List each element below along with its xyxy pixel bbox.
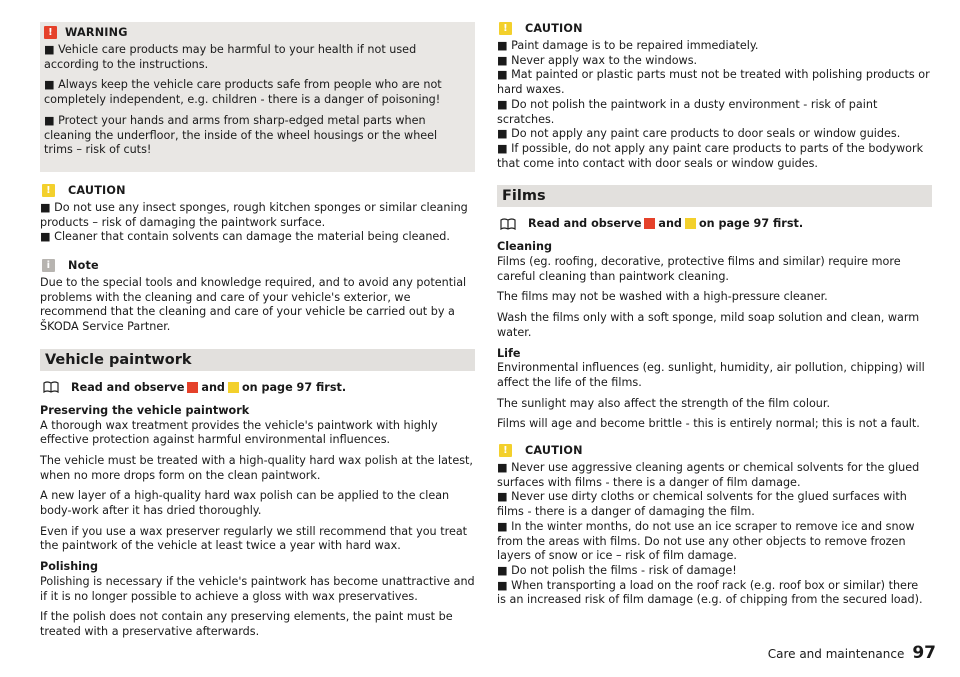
- right-column: [497, 22, 932, 622]
- warning-item: ■ Protect your hands and arms from sharp-edged metal parts when cleaning the underfloor, the inside of the wheel housings or the wheel trims – risk of cuts!: [44, 113, 438, 157]
- caution-ref-icon: [685, 218, 696, 229]
- warning-exclamation-icon: !: [44, 26, 57, 39]
- caution-item: ■ Do not use any insect sponges, rough kitchen sponges or similar cleaning products – risk of damaging the paintwork surface.: [40, 200, 468, 229]
- caution-heading: CAUTION: [68, 183, 126, 197]
- paragraph: A new layer of a high-quality hard wax polish can be applied to the clean body-work after it has dried thoroughly.: [40, 489, 450, 518]
- page-number: 97: [912, 643, 936, 663]
- caution-item: ■ Never use dirty cloths or chemical solvents for the glued surfaces with films - there is a danger of damaging the film.: [497, 490, 907, 519]
- caution-box-paint: [497, 22, 932, 171]
- read-observe-line: Read and observe and on page 97 first.: [43, 381, 475, 394]
- book-icon: [43, 381, 59, 393]
- subheading-preserving: Preserving the vehicle paintwork: [40, 403, 250, 417]
- caution-item: ■ Do not polish the films - risk of damage!: [497, 563, 737, 577]
- caution-item: ■ If possible, do not apply any paint care products to parts of the bodywork that come into contact with door seals or window guides.: [497, 141, 924, 170]
- page-footer: [768, 643, 936, 663]
- paragraph: Polishing is necessary if the vehicle's paintwork has become unattractive and if it is no longer possible to achieve a gloss with wax preservatives.: [40, 574, 475, 603]
- warning-box: [40, 22, 475, 172]
- paragraph: Films (eg. roofing, decorative, protective films and similar) require more careful cleaning than paintwork cleaning.: [497, 255, 901, 283]
- caution-item: ■ Mat painted or plastic parts must not be treated with polishing products or hard waxes.: [497, 68, 930, 97]
- warning-ref-icon: [644, 218, 655, 229]
- section-title-films: Films: [497, 185, 932, 207]
- caution-item: ■ When transporting a load on the roof rack (e.g. roof box or similar) there is an increased risk of film damage (e.g. of chipping from the secured load).: [497, 578, 923, 607]
- caution-item: ■ Cleaner that contain solvents can damage the material being cleaned.: [40, 230, 450, 244]
- caution-item: ■ Never use aggressive cleaning agents or chemical solvents for the glued surfaces with films - there is a danger of film damage.: [497, 461, 920, 489]
- note-info-icon: i: [42, 259, 55, 272]
- subheading-life: Life: [497, 346, 521, 360]
- footer-chapter-label: Care and maintenance: [767, 647, 905, 661]
- book-icon: [500, 218, 516, 230]
- caution-item: ■ Paint damage is to be repaired immediately.: [497, 39, 759, 52]
- paragraph: Even if you use a wax preserver regularly we still recommend that you treat the paintwork of the vehicle at least twice a year with hard wax.: [40, 524, 468, 553]
- warning-ref-icon: [187, 382, 198, 393]
- paragraph: Environmental influences (eg. sunlight, humidity, air pollution, chipping) will affect the life of the films.: [497, 361, 925, 389]
- caution-ref-icon: [228, 382, 239, 393]
- caution-item: ■ Do not polish the paintwork in a dusty environment - risk of paint scratches.: [497, 97, 878, 126]
- note-text: Due to the special tools and knowledge required, and to avoid any potential problems with the cleaning and care of your vehicle's exterior, we recommend that the cleaning and care of your vehicle be carried out by a ŠKODA Service Partner.: [40, 276, 467, 334]
- section-title-vehicle-paintwork: Vehicle paintwork: [40, 349, 475, 371]
- subheading-polishing: Polishing: [40, 560, 98, 574]
- subheading-cleaning: Cleaning: [497, 240, 552, 254]
- paragraph: If the polish does not contain any preserving elements, the paint must be treated with a preservative afterwards.: [40, 610, 453, 638]
- caution-item: ■ Do not apply any paint care products to door seals or window guides.: [497, 127, 901, 141]
- caution-item: ■ Never apply wax to the windows.: [497, 53, 698, 67]
- caution-exclamation-icon: !: [499, 444, 512, 457]
- note-heading: Note: [68, 259, 99, 273]
- caution-heading: CAUTION: [525, 444, 583, 458]
- caution-item: ■ In the winter months, do not use an ice scraper to remove ice and snow from the areas with films. Do not use any other objects to remove frozen layers of snow or ice – risk of film damage.: [497, 519, 915, 563]
- paragraph: A thorough wax treatment provides the vehicle's paintwork with highly effective protection against harmful environmental influences.: [40, 418, 438, 447]
- paragraph: Films will age and become brittle - this is entirely normal; this is not a fault.: [497, 417, 920, 431]
- caution-exclamation-icon: !: [499, 22, 512, 35]
- paragraph: The sunlight may also affect the strength of the film colour.: [497, 396, 831, 410]
- paragraph: The vehicle must be treated with a high-quality hard wax polish at the latest, when no more drops form on the clean paintwork.: [40, 453, 473, 482]
- warning-item: ■ Always keep the vehicle care products safe from people who are not completely independent, e.g. children - there is a danger of poisoning!: [44, 78, 442, 107]
- caution-box: [40, 184, 475, 245]
- caution-exclamation-icon: !: [42, 184, 55, 197]
- left-column: [40, 22, 475, 646]
- read-observe-line: Read and observe and on page 97 first.: [500, 217, 932, 230]
- note-box: [40, 259, 475, 335]
- paragraph: Wash the films only with a soft sponge, mild soap solution and clean, warm water.: [497, 311, 920, 339]
- caution-box-films: [497, 444, 932, 608]
- warning-heading: WARNING: [65, 26, 128, 39]
- warning-item: ■ Vehicle care products may be harmful to your health if not used according to the instructions.: [44, 43, 417, 71]
- caution-heading: CAUTION: [525, 22, 583, 35]
- paragraph: The films may not be washed with a high-pressure cleaner.: [497, 290, 828, 304]
